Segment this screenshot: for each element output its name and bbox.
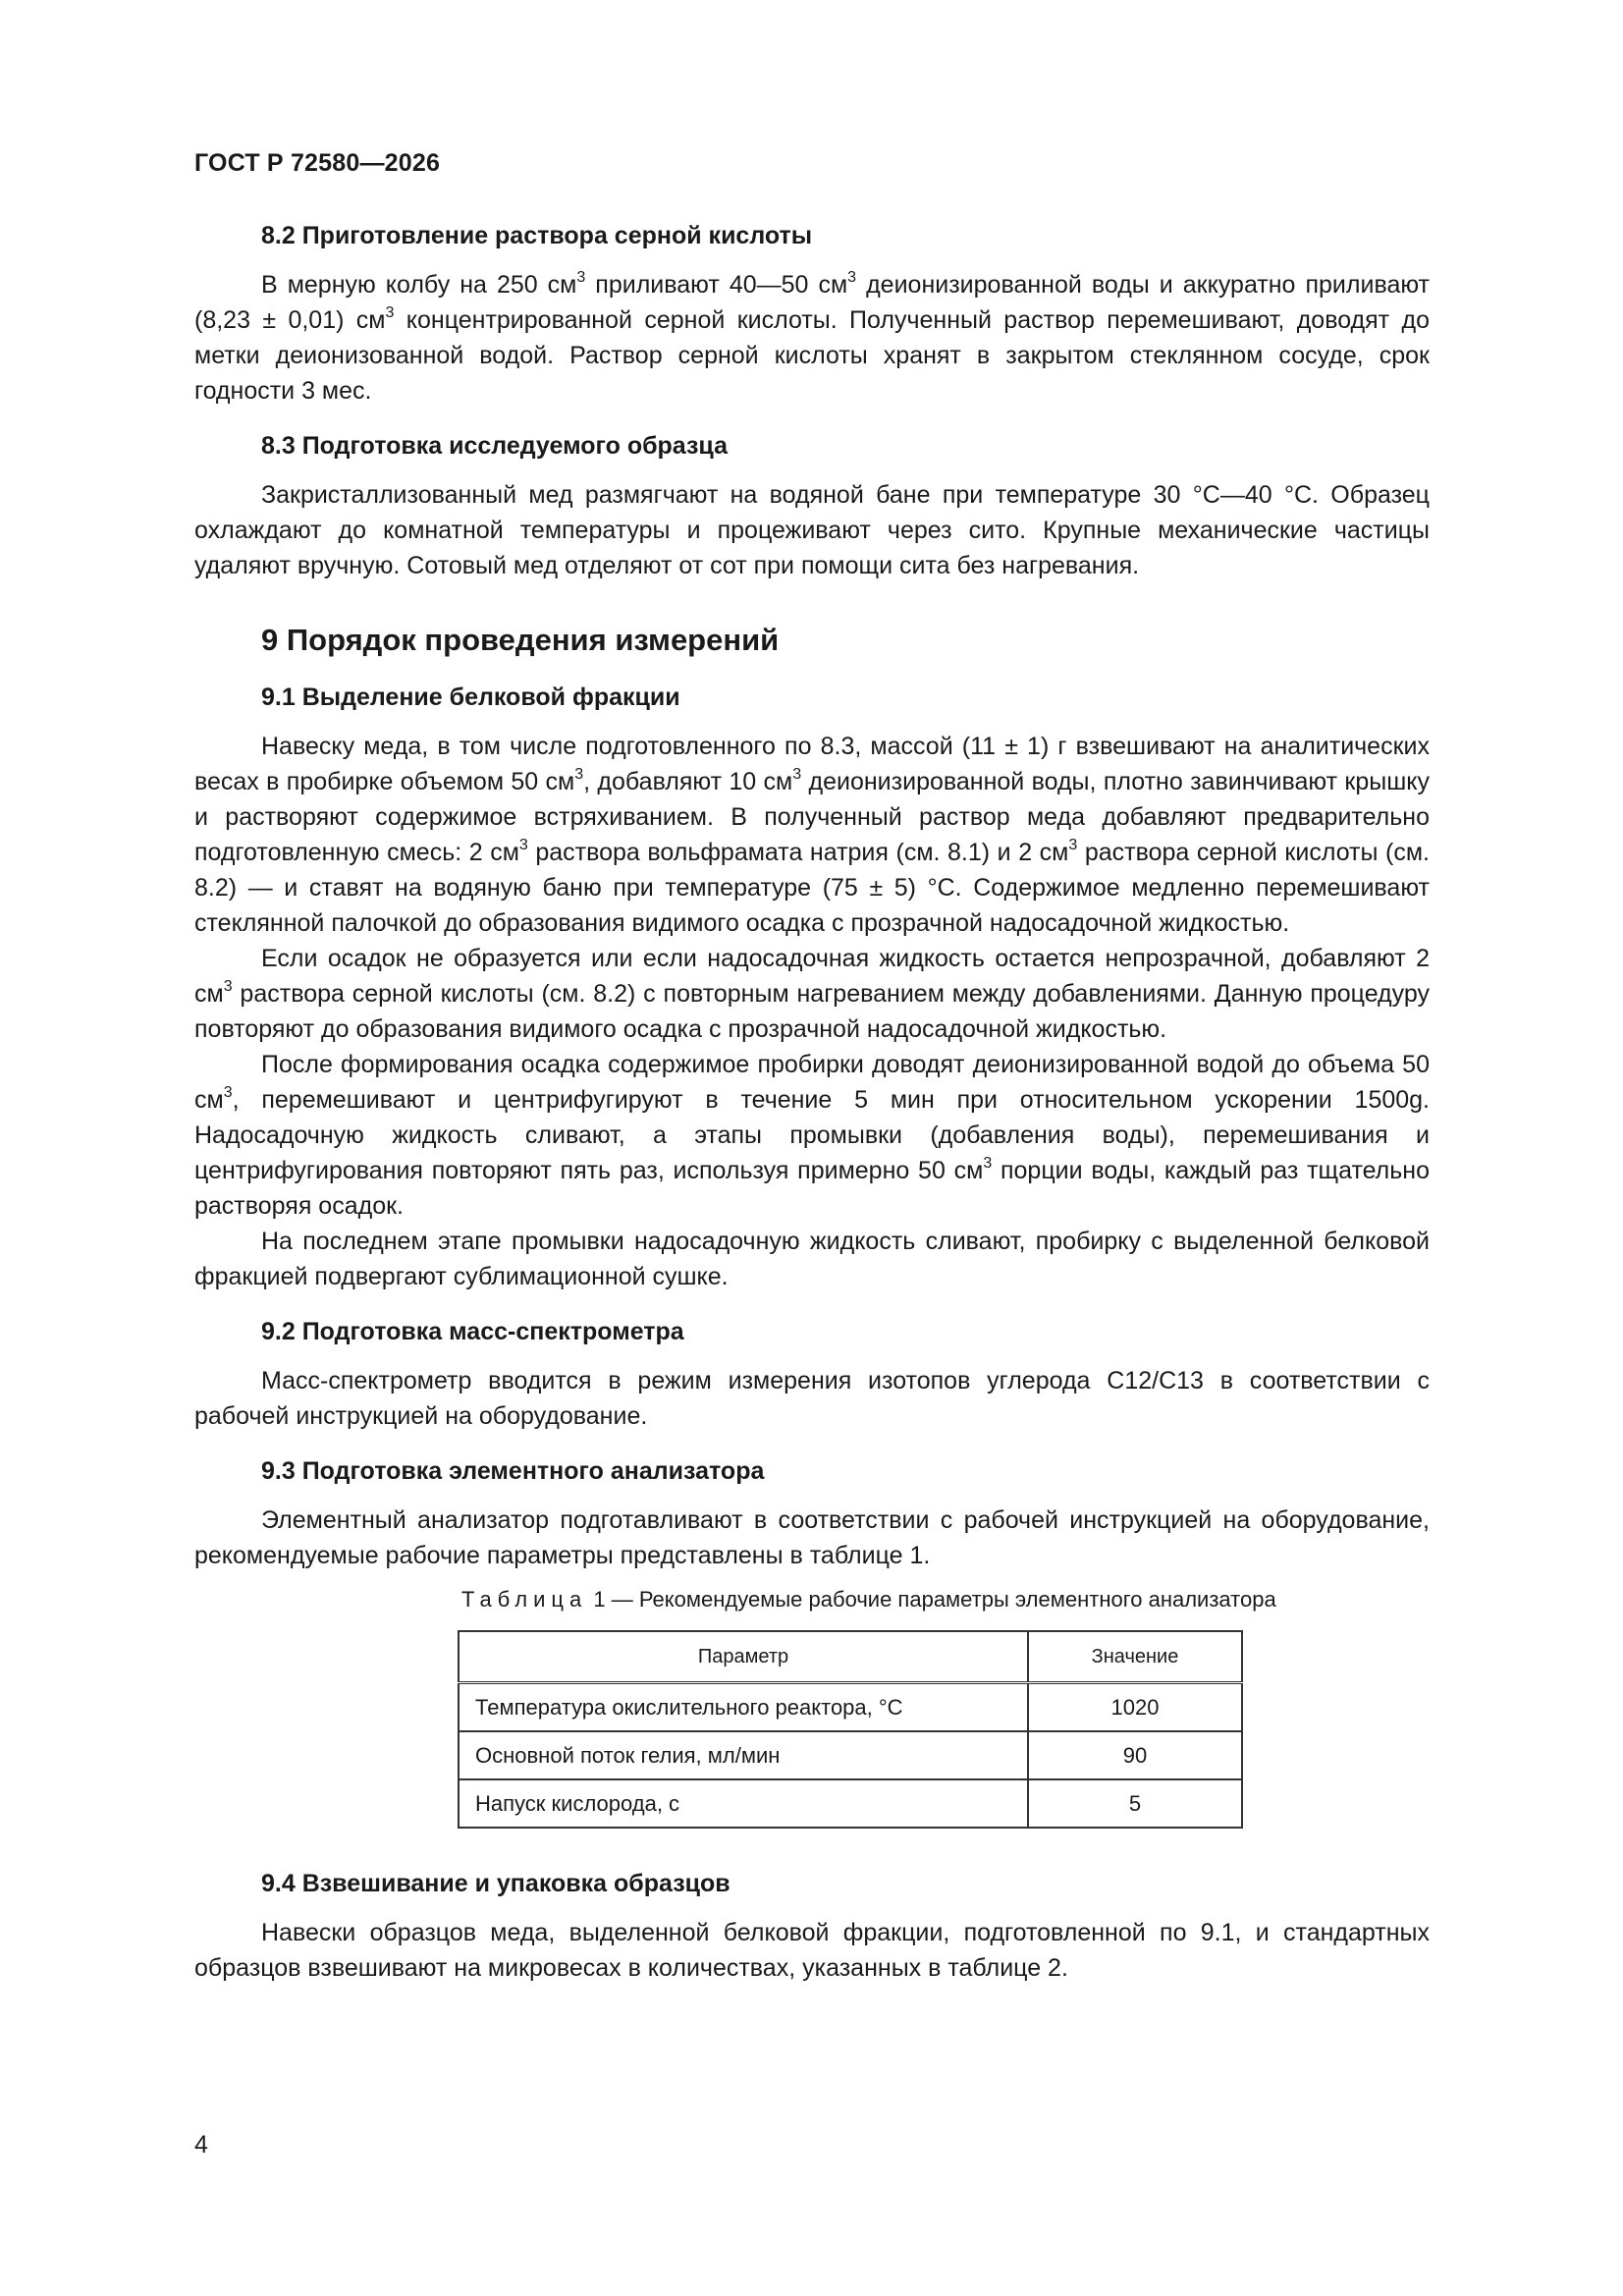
- paragraph-9-1-d: На последнем этапе промывки надосадочную жидкость сливают, пробирку с выделенной белковой фракцией подвергают сублимационной сушке.: [194, 1228, 1430, 1290]
- table-cell-value: 1020: [1028, 1683, 1242, 1732]
- page-number: 4: [194, 2131, 208, 2159]
- column-header-parameter: Параметр: [459, 1631, 1028, 1683]
- heading-9-3: 9.3 Подготовка элементного анализатора: [261, 1457, 765, 1485]
- table-cell-value: 5: [1028, 1779, 1242, 1828]
- table-cell-param: Основной поток гелия, мл/мин: [459, 1731, 1028, 1779]
- heading-8-2: 8.2 Приготовление раствора серной кислоты: [261, 222, 813, 249]
- paragraph-9-4: Навески образцов меда, выделенной белковой фракции, подготовленной по 9.1, и стандартных образцов взвешивают на микровесах в количествах, указанных в таблице 2.: [194, 1919, 1430, 1982]
- document-header: ГОСТ Р 72580—2026: [194, 149, 441, 177]
- table-header-row: [459, 1631, 1242, 1683]
- table-row: [459, 1731, 1242, 1779]
- table-caption: Таблица 1 — Рекомендуемые рабочие параметры элементного анализатора: [461, 1587, 1276, 1612]
- paragraph-9-1-c: После формирования осадка содержимое пробирки доводят деионизированной водой до объема 50 $см^3$, перемешивают и центрифугируют в течение 5 мин при относительном ускорении 1500g. Надосадочную жидкость сливают, а этапы промывки (добавления воды), перемешивания и центрифугирования повторяют пять раз, используя примерно 50 $см^3$ порции воды, каждый раз тщательно растворяя осадок.: [194, 1051, 1431, 1220]
- parameters-table: [458, 1630, 1243, 1829]
- paragraph-9-1-a: Навеску меда, в том числе подготовленного по 8.3, массой (11 ± 1) г взвешивают на аналитических весах в пробирке объемом 50 $см^3$, добавляют 10 $см^3$ деионизированной воды, плотно завинчивают крышку и растворяют содержимое встряхиванием. В полученный раствор меда добавляют предварительно подготовленную смесь: 2 $см^3$ раствора вольфрамата натрия (см. 8.1) и 2 $см^3$ раствора серной кислоты (см. 8.2) — и ставят на водяную баню при температуре (75 ± 5) °С. Содержимое медленно перемешивают стеклянной палочкой до образования видимого осадка с прозрачной надосадочной жидкостью.: [194, 733, 1430, 937]
- paragraph-9-2: Масс-спектрометр вводится в режим измерения изотопов углерода С12/С13 в соответствии с рабочей инструкцией на оборудование.: [194, 1367, 1430, 1430]
- heading-9: 9 Порядок проведения измерений: [261, 623, 780, 657]
- paragraph-8-2: В мерную колбу на 250 $см^3$ приливают 40—50 $см^3$ деионизированной воды и аккуратно приливают (8,23 ± 0,01) $см^3$ концентрированной серной кислоты. Полученный раствор перемешивают, доводят до метки деионизованной водой. Раствор серной кислоты хранят в закрытом стеклянном сосуде, срок годности 3 мес.: [194, 268, 1430, 405]
- paragraph-9-1-b: Если осадок не образуется или если надосадочная жидкость остается непрозрачной, добавляют 2 $см^3$ раствора серной кислоты (см. 8.2) с повторным нагреванием между добавлениями. Данную процедуру повторяют до образования видимого осадка с прозрачной надосадочной жидкостью.: [194, 945, 1430, 1043]
- table-cell-value: 90: [1028, 1731, 1242, 1779]
- table-row: [459, 1779, 1242, 1828]
- heading-9-1: 9.1 Выделение белковой фракции: [261, 683, 680, 711]
- heading-9-4: 9.4 Взвешивание и упаковка образцов: [261, 1870, 730, 1897]
- paragraph-8-3: Закристаллизованный мед размягчают на водяной бане при температуре 30 °С—40 °С. Образец охлаждают до комнатной температуры и процеживают через сито. Крупные механические частицы удаляют вручную. Сотовый мед отделяют от сот при помощи сита без нагревания.: [194, 481, 1430, 579]
- table-row: [459, 1683, 1242, 1732]
- paragraph-9-3: Элементный анализатор подготавливают в соответствии с рабочей инструкцией на оборудование, рекомендуемые рабочие параметры представлены в таблице 1.: [194, 1506, 1430, 1569]
- column-header-value: Значение: [1028, 1631, 1242, 1683]
- table-cell-param: Температура окислительного реактора, °С: [459, 1683, 1028, 1732]
- document-body: [194, 218, 1430, 1986]
- table-cell-param: Напуск кислорода, с: [459, 1779, 1028, 1828]
- heading-9-2: 9.2 Подготовка масс-спектрометра: [261, 1318, 684, 1345]
- heading-8-3: 8.3 Подготовка исследуемого образца: [261, 432, 729, 460]
